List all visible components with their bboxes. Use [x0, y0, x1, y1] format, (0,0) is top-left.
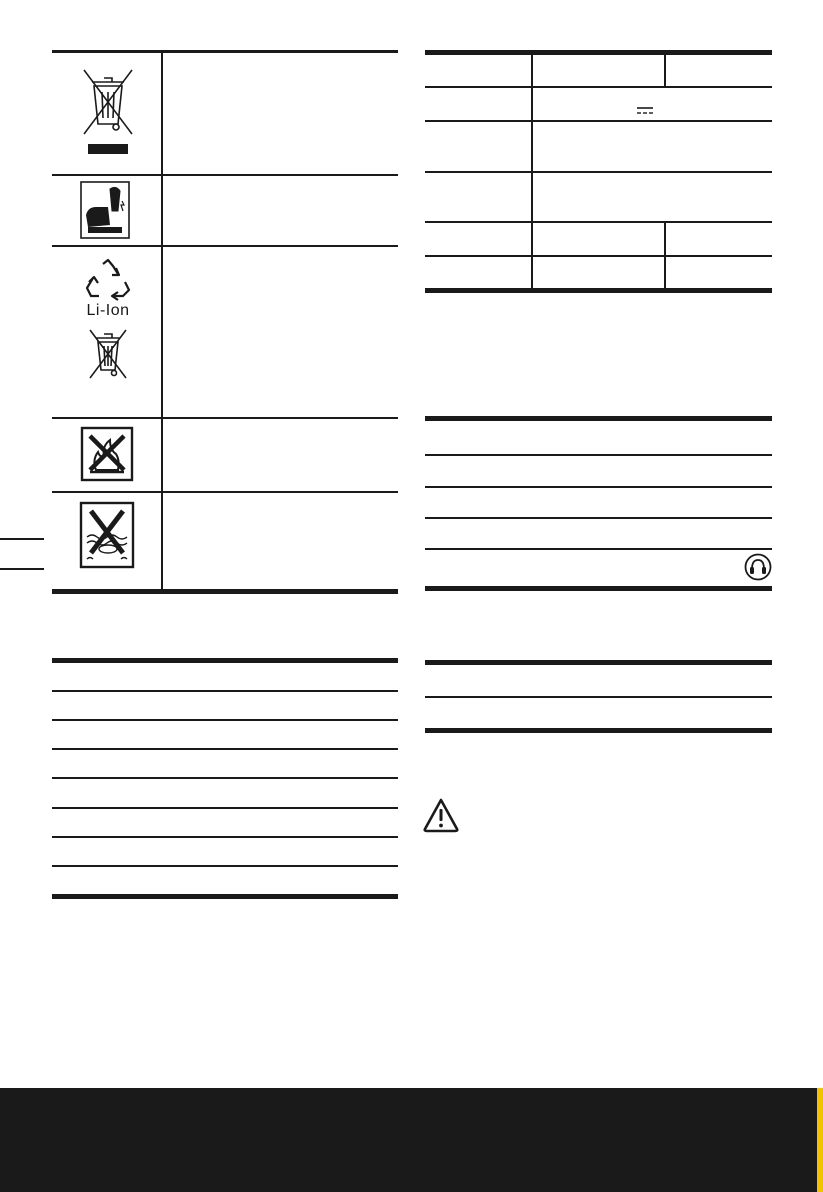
symbol-table-divider: [161, 52, 163, 593]
vibration-row-rule: [425, 696, 772, 698]
crossed-bin-icon: [86, 326, 130, 382]
recycle-arrows-icon: [85, 258, 131, 302]
side-tab-mark: [0, 538, 44, 540]
spec-row-rule: [425, 120, 772, 122]
list-row-rule: [52, 690, 398, 692]
spec-table-top-rule: [425, 50, 772, 55]
symbol-row-rule: [52, 417, 398, 419]
ear-protection-icon: [744, 553, 772, 581]
page-footer-band: [0, 1088, 823, 1192]
symbol-table-top-rule: [52, 50, 398, 53]
spec-col-divider: [531, 54, 533, 290]
list-row-rule: [52, 777, 398, 779]
noise-row-rule: [425, 517, 772, 519]
spec-row-rule: [425, 221, 772, 223]
symbol-table-bottom-rule: [52, 589, 398, 594]
warning-triangle-icon: [422, 797, 460, 833]
li-ion-label: Li-Ion: [86, 302, 130, 319]
list-table-top-rule: [52, 658, 398, 663]
noise-row-rule: [425, 454, 772, 456]
spec-row-rule: [425, 171, 772, 173]
list-row-rule: [52, 719, 398, 721]
vibration-table-top-rule: [425, 660, 772, 665]
dc-current-symbol: [636, 103, 654, 113]
vibration-table-bottom-rule: [425, 728, 772, 733]
battery-charger-icon: [80, 181, 130, 239]
list-row-rule: [52, 807, 398, 809]
spec-col-divider: [664, 54, 666, 88]
no-fire-icon: [80, 424, 134, 484]
no-water-disposal-icon: [79, 500, 135, 570]
symbol-row-rule: [52, 245, 398, 247]
list-row-rule: [52, 748, 398, 750]
noise-row-rule: [425, 486, 772, 488]
side-tab-mark: [0, 568, 44, 570]
noise-table-top-rule: [425, 416, 772, 421]
spec-col-divider: [664, 221, 666, 290]
noise-table-bottom-rule: [425, 586, 772, 591]
symbol-row-rule: [52, 174, 398, 176]
li-ion-recycle-icon: [70, 258, 146, 408]
spec-row-rule: [425, 86, 772, 88]
spec-table-bottom-rule: [425, 288, 772, 293]
list-row-rule: [52, 865, 398, 867]
footer-accent-stripe: [817, 1088, 823, 1192]
spec-row-rule: [425, 255, 772, 257]
list-table-bottom-rule: [52, 894, 398, 899]
list-row-rule: [52, 836, 398, 838]
crossed-bin-with-bar-icon: [70, 60, 146, 160]
symbol-row-rule: [52, 491, 398, 493]
noise-row-rule: [425, 548, 772, 550]
